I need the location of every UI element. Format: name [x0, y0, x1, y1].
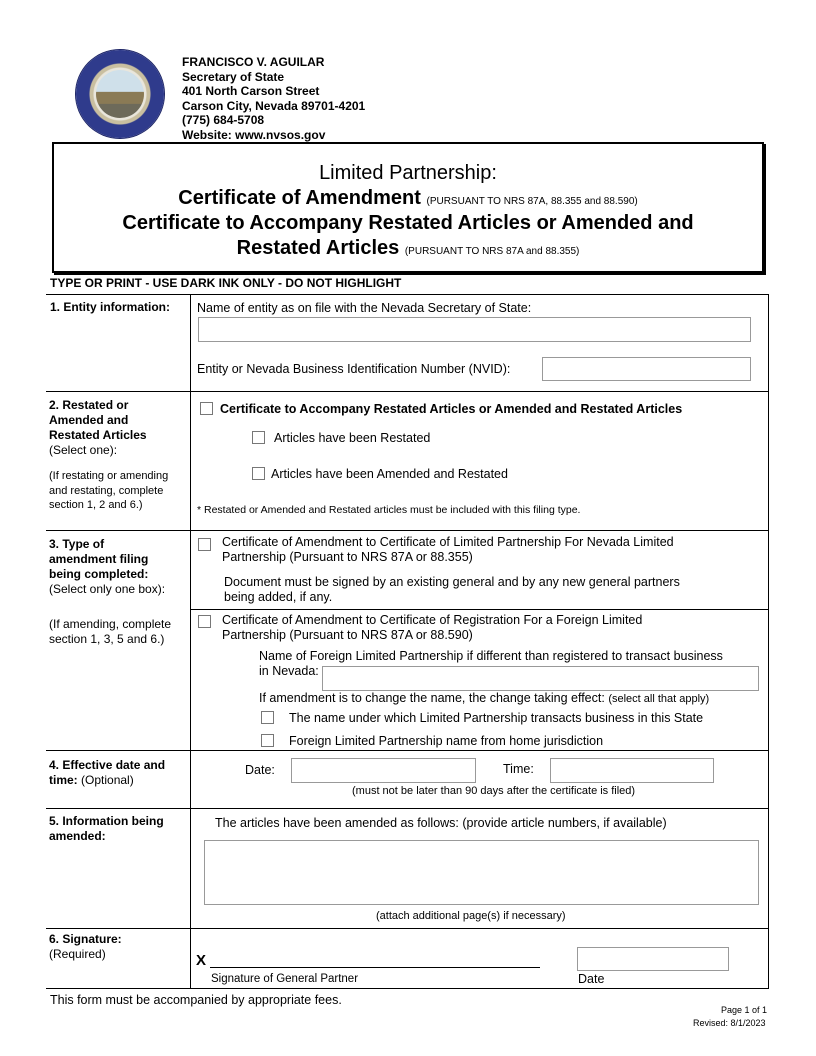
- effective-date-label: Date:: [245, 763, 275, 777]
- name-change-label: [259, 691, 709, 705]
- articles-restated-checkbox[interactable]: [252, 431, 265, 444]
- section3-label: [49, 537, 165, 597]
- section2-note-line1: (If restating or amending: [49, 470, 169, 482]
- foreign-name-field[interactable]: [322, 666, 759, 691]
- section2-note-line2: and restating, complete: [49, 484, 164, 497]
- section2-select-note: (Select one):: [49, 443, 118, 457]
- section-divider-4: [46, 808, 769, 809]
- section3-label-line1: 3. Type of: [49, 537, 105, 551]
- foreign-lp-option-line2: Partnership (Pursuant to NRS 87A or 88.590): [222, 628, 473, 642]
- section4-label-line1: 4. Effective date and: [49, 758, 166, 772]
- sos-city: Carson City, Nevada 89701-4201: [182, 98, 366, 113]
- name-change-select-note: (select all that apply): [608, 693, 710, 705]
- nevada-lp-signing-note: [224, 575, 680, 605]
- foreign-lp-amendment-checkbox[interactable]: [198, 615, 211, 628]
- nevada-lp-option-line1: Certificate of Amendment to Certificate of Limited Partnership For Nevada Limited: [222, 535, 674, 549]
- section-divider-3: [46, 750, 769, 751]
- foreign-lp-option-line1: Certificate of Amendment to Certificate of Registration For a Foreign Limited: [222, 613, 643, 627]
- sos-title: Secretary of State: [182, 69, 285, 84]
- nevada-lp-amendment-checkbox[interactable]: [198, 538, 211, 551]
- sos-street: 401 North Carson Street: [182, 84, 320, 98]
- restated-certificate-checkbox[interactable]: [200, 402, 213, 415]
- section2-label-line1: 2. Restated or: [49, 398, 129, 412]
- section2-note-line3: section 1, 2 and 6.): [49, 499, 143, 511]
- nevada-trade-name-label: The name under which Limited Partnership transacts business in this State: [289, 711, 704, 725]
- section3-label-line2: amendment filing: [49, 552, 149, 566]
- section-divider-2: [46, 530, 769, 531]
- sos-name: FRANCISCO V. AGUILAR: [182, 55, 325, 69]
- section3-instructions: [49, 617, 171, 647]
- section4-label-line2: time:: [49, 773, 78, 787]
- nvid-label: Entity or Nevada Business Identification Number (NVID):: [197, 362, 511, 376]
- articles-restated-label: Articles have been Restated: [274, 431, 431, 445]
- section5-label: [49, 814, 164, 844]
- foreign-name-label-line1: Name of Foreign Limited Partnership if different than registered to transact business: [259, 649, 723, 663]
- signing-note-line2: being added, if any.: [224, 590, 333, 604]
- section-divider-1: [46, 391, 769, 392]
- ink-instructions: TYPE OR PRINT - USE DARK INK ONLY - DO NOT HIGHLIGHT: [50, 276, 402, 290]
- entity-name-label: Name of entity as on file with the Nevada Secretary of State:: [197, 301, 532, 315]
- articles-amended-restated-label: Articles have been Amended and Restated: [271, 467, 508, 481]
- seal-emblem: [96, 70, 144, 118]
- signature-date-field[interactable]: [577, 947, 729, 971]
- nevada-state-seal: [76, 50, 164, 138]
- attach-pages-note: (attach additional page(s) if necessary): [376, 910, 566, 922]
- signature-date-label: Date: [578, 972, 605, 986]
- section4-optional: (Optional): [81, 773, 134, 787]
- form-title-line3: Certificate to Accompany Restated Articles or Amended and: [122, 212, 694, 234]
- section3-label-line3: being completed:: [49, 567, 149, 581]
- table-top-border: [46, 294, 769, 295]
- foreign-lp-amendment-option: [222, 613, 642, 643]
- effective-date-note: (must not be later than 90 days after the certificate is filed): [352, 785, 636, 797]
- restated-statute-note: (PURSUANT TO NRS 87A and 88.355): [404, 246, 580, 257]
- nvid-field[interactable]: [542, 357, 751, 381]
- signature-label: Signature of General Partner: [211, 973, 359, 985]
- effective-date-field[interactable]: [291, 758, 476, 783]
- sos-website: Website: www.nvsos.gov: [182, 127, 326, 142]
- section5-label-line2: amended:: [49, 829, 106, 843]
- signing-note-line1: Document must be signed by an existing general and by any new general partners: [224, 575, 680, 589]
- sos-phone: (775) 684-5708: [182, 113, 265, 127]
- section2-label: [49, 398, 147, 458]
- section1-label: 1. Entity information:: [50, 300, 170, 314]
- revision-date: Revised: 8/1/2023: [693, 1018, 766, 1028]
- restated-articles-title: Restated Articles: [236, 237, 400, 259]
- nevada-trade-name-checkbox[interactable]: [261, 711, 274, 724]
- effective-time-label: Time:: [503, 762, 534, 776]
- page-number: Page 1 of 1: [721, 1005, 768, 1015]
- restated-footnote: * Restated or Amended and Restated articles must be included with this filing type.: [197, 504, 581, 516]
- form-title-line1: Limited Partnership:: [319, 162, 497, 184]
- label-column-divider: [190, 294, 191, 989]
- table-bottom-border: [46, 988, 769, 989]
- articles-amended-restated-checkbox[interactable]: [252, 467, 265, 480]
- section3-note-line2: section 1, 3, 5 and 6.): [49, 632, 165, 646]
- section6-label: [49, 932, 122, 962]
- section4-label: [49, 758, 165, 788]
- home-jurisdiction-name-checkbox[interactable]: [261, 734, 274, 747]
- section3-note-line1: (If amending, complete: [49, 617, 172, 631]
- section6-label-line1: 6. Signature:: [49, 932, 122, 946]
- section3-inner-divider: [190, 609, 769, 610]
- section-divider-5: [46, 928, 769, 929]
- fees-notice: This form must be accompanied by appropriate fees.: [50, 993, 342, 1007]
- form-title-line2: [54, 187, 762, 210]
- name-change-label-text: If amendment is to change the name, the change taking effect:: [259, 691, 605, 705]
- form-title-line4: [54, 237, 762, 260]
- section3-select-note: (Select only one box):: [49, 582, 166, 596]
- section2-instructions: [49, 469, 168, 513]
- entity-name-field[interactable]: [198, 317, 751, 342]
- section5-label-line1: 5. Information being: [49, 814, 164, 828]
- signature-x-mark: X: [196, 952, 207, 969]
- table-right-border: [768, 294, 769, 989]
- amendment-statute-note: (PURSUANT TO NRS 87A, 88.355 and 88.590): [426, 196, 638, 207]
- home-jurisdiction-name-label: Foreign Limited Partnership name from home jurisdiction: [289, 734, 604, 748]
- foreign-name-label-line2: in Nevada:: [259, 664, 319, 678]
- secretary-of-state-address: [182, 55, 365, 142]
- nevada-lp-amendment-option: [222, 535, 674, 565]
- restated-certificate-option: Certificate to Accompany Restated Articles or Amended and Restated Articles: [220, 402, 683, 416]
- nevada-lp-option-line2: Partnership (Pursuant to NRS 87A or 88.355): [222, 550, 473, 564]
- effective-time-field[interactable]: [550, 758, 714, 783]
- signature-line[interactable]: [210, 967, 540, 968]
- form-title-box: [52, 142, 764, 273]
- amendment-text-area[interactable]: [204, 840, 759, 905]
- amendment-prompt: The articles have been amended as follows: (provide article numbers, if available): [215, 816, 667, 830]
- section2-label-line2: Amended and: [49, 413, 129, 427]
- certificate-of-amendment-title: Certificate of Amendment: [178, 187, 421, 209]
- section2-label-line3: Restated Articles: [49, 428, 147, 442]
- section6-required: (Required): [49, 947, 106, 961]
